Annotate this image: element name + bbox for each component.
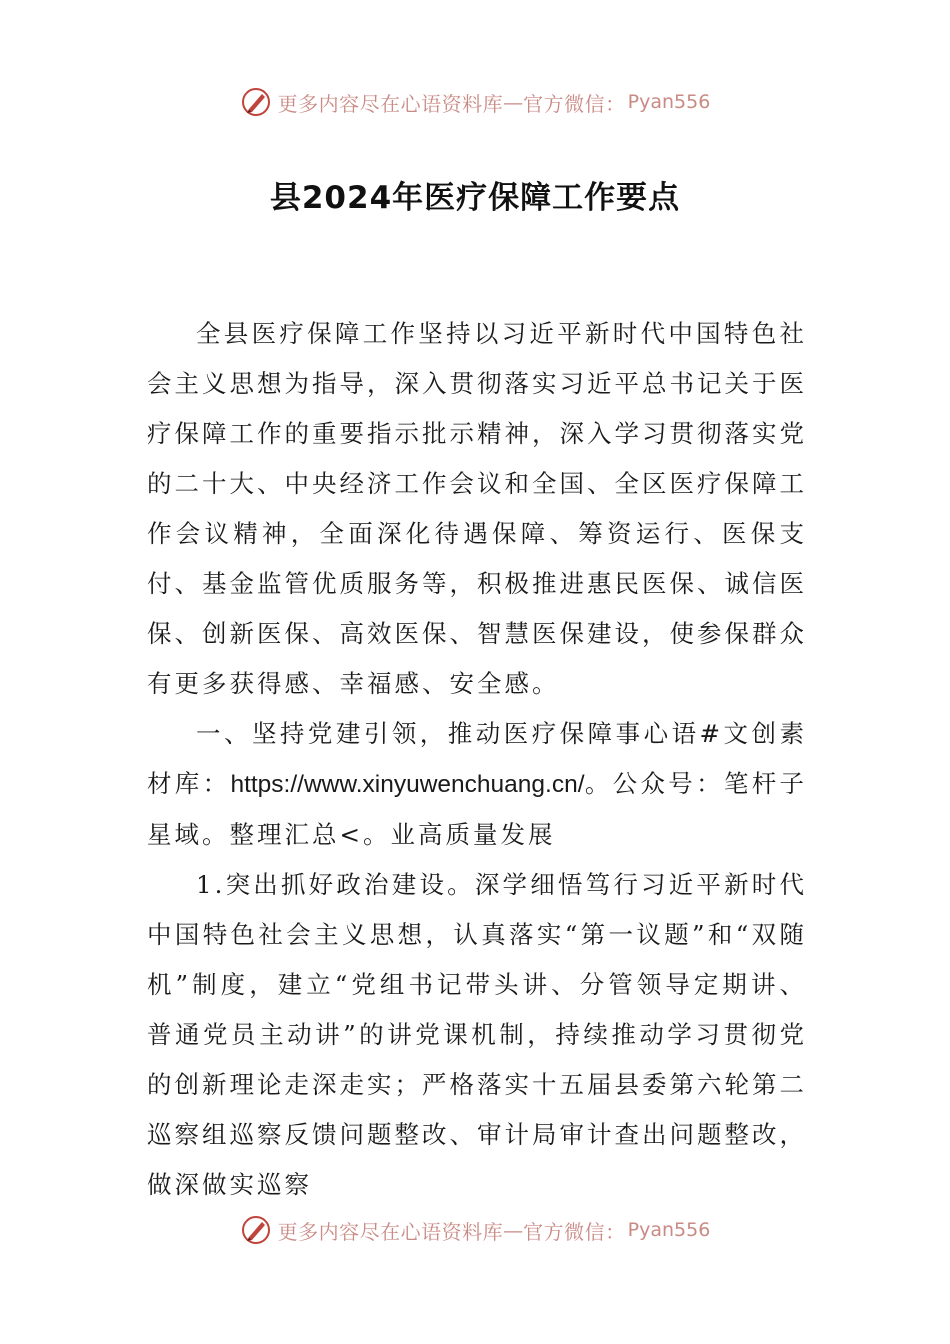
paragraph-item-one: 1.突出抓好政治建设。深学细悟笃行习近平新时代中国特色社会主义思想，认真落实“第一议题”和“双随机”制度，建立“党组书记带头讲、分管领导定期讲、普通党员主动讲”的讲党课机制，持续推动学习贯彻党的创新理论走深走实；严格落实十五届县委第六轮第二巡察组巡察反馈问题整改、审计局审计查出问题整改，做深做实巡察 xyxy=(147,870,807,1199)
banner-contact-id: Pyan556 xyxy=(627,1219,711,1241)
paragraph-section-one xyxy=(147,709,807,860)
header-watermark-banner xyxy=(0,80,950,124)
banner-contact-label: 官方微信： xyxy=(523,1219,626,1244)
footer-watermark-banner xyxy=(0,1208,950,1252)
pen-logo-icon xyxy=(240,86,272,118)
banner-separator: — xyxy=(503,90,524,114)
pen-logo-icon xyxy=(240,1214,272,1246)
banner-text: 更多内容尽在心语资料库 xyxy=(277,1219,504,1244)
banner-contact-id: Pyan556 xyxy=(627,91,711,113)
banner-contact-label: 官方微信： xyxy=(523,91,626,116)
banner-text: 更多内容尽在心语资料库 xyxy=(277,91,504,116)
document-title: 县2024年医疗保障工作要点 xyxy=(269,180,681,216)
section-one-text-b: 。公众号：笔杆子星域。整理汇总<。业高质量发展 xyxy=(147,769,808,849)
paragraph-intro: 全县医疗保障工作坚持以习近平新时代中国特色社会主义思想为指导，深入贯彻落实习近平总书记关于医疗保障工作的重要指示批示精神，深入学习贯彻落实党的二十大、中央经济工作会议和全国、全区医疗保障工作会议精神，全面深化待遇保障、筹资运行、医保支付、基金监管优质服务等，积极推进惠民医保、诚信医保、创新医保、高效医保、智慧医保建设，使参保群众有更多获得感、幸福感、安全感。 xyxy=(147,319,807,698)
banner-separator: — xyxy=(503,1218,524,1242)
section-one-text-a: 一、坚持党建引领，推动医疗保障事心语#文创素材库： xyxy=(147,719,807,798)
document-body xyxy=(147,309,807,1210)
source-url: https://www.xinyuwenchuang.cn/ xyxy=(230,771,585,798)
